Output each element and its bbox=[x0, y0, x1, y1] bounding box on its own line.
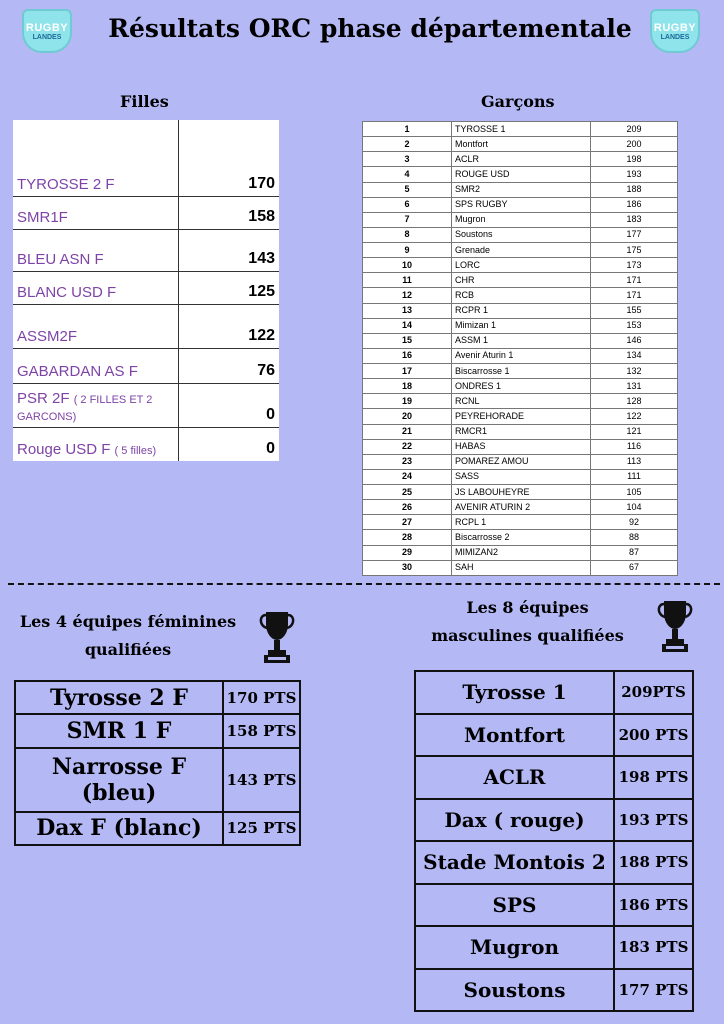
girls-score: 158 bbox=[178, 196, 279, 229]
qualified-team-points: 198 PTS bbox=[614, 756, 693, 799]
boys-team: SAH bbox=[452, 560, 591, 575]
boys-points: 198 bbox=[591, 152, 678, 167]
boys-row bbox=[363, 182, 678, 197]
boys-team: ASSM 1 bbox=[452, 333, 591, 348]
girls-row bbox=[13, 348, 279, 383]
qualified-team-points: 177 PTS bbox=[614, 969, 693, 1012]
boys-row bbox=[363, 227, 678, 242]
boys-row bbox=[363, 137, 678, 152]
boys-points: 121 bbox=[591, 424, 678, 439]
girls-score: 76 bbox=[178, 348, 279, 383]
boys-rank: 11 bbox=[363, 273, 452, 288]
qualified-row bbox=[15, 714, 300, 747]
girls-score: 122 bbox=[178, 304, 279, 348]
qualified-row bbox=[15, 681, 300, 714]
girls-score: 125 bbox=[178, 271, 279, 304]
qualified-team-name: SPS bbox=[415, 884, 614, 927]
boys-row bbox=[363, 348, 678, 363]
qualified-row bbox=[15, 748, 300, 812]
boys-team: Avenir Aturin 1 bbox=[452, 348, 591, 363]
girls-team-cell bbox=[13, 383, 178, 427]
boys-points: 183 bbox=[591, 212, 678, 227]
boys-team: POMAREZ AMOU bbox=[452, 454, 591, 469]
qualified-team-points: 188 PTS bbox=[614, 841, 693, 884]
boys-rank: 13 bbox=[363, 303, 452, 318]
boys-team: ACLR bbox=[452, 152, 591, 167]
girls-row bbox=[13, 271, 279, 304]
boys-row bbox=[363, 318, 678, 333]
boys-row bbox=[363, 122, 678, 137]
qualified-team-name: Soustons bbox=[415, 969, 614, 1012]
boys-team: Biscarrosse 1 bbox=[452, 364, 591, 379]
girls-row bbox=[13, 229, 279, 271]
boys-points: 171 bbox=[591, 288, 678, 303]
boys-team: HABAS bbox=[452, 439, 591, 454]
qualified-row bbox=[15, 812, 300, 845]
qualified-team-name: Dax F (blanc) bbox=[15, 812, 223, 845]
qualified-row bbox=[415, 756, 693, 799]
boys-points: 188 bbox=[591, 182, 678, 197]
boys-row bbox=[363, 167, 678, 182]
boys-rank: 17 bbox=[363, 364, 452, 379]
qualified-team-points: 209PTS bbox=[614, 671, 693, 714]
boys-team: ROUGE USD bbox=[452, 167, 591, 182]
trophy-icon bbox=[258, 606, 296, 670]
boys-row bbox=[363, 394, 678, 409]
boys-points: 175 bbox=[591, 243, 678, 258]
qualified-team-points: 186 PTS bbox=[614, 884, 693, 927]
boys-points: 132 bbox=[591, 364, 678, 379]
qualified-row bbox=[415, 926, 693, 969]
boys-points: 155 bbox=[591, 303, 678, 318]
girls-team-name: BLEU ASN F bbox=[17, 250, 104, 268]
qualified-team-points: 200 PTS bbox=[614, 714, 693, 757]
qualified-team-name: Montfort bbox=[415, 714, 614, 757]
qualified-team-name: Mugron bbox=[415, 926, 614, 969]
boys-rank: 18 bbox=[363, 379, 452, 394]
qualified-boys-table bbox=[414, 670, 694, 1012]
qualified-team-points: 158 PTS bbox=[223, 714, 300, 747]
boys-rank: 14 bbox=[363, 318, 452, 333]
boys-heading: Garçons bbox=[481, 92, 555, 111]
boys-points: 131 bbox=[591, 379, 678, 394]
boys-rank: 22 bbox=[363, 439, 452, 454]
boys-team: Montfort bbox=[452, 137, 591, 152]
boys-team: LORC bbox=[452, 258, 591, 273]
qualified-row bbox=[415, 841, 693, 884]
boys-row bbox=[363, 212, 678, 227]
qualified-girls-heading bbox=[12, 608, 244, 664]
girls-team-name: GABARDAN AS F bbox=[17, 362, 138, 380]
girls-team-note: ( 2 FILLES ET 2 GARCONS) bbox=[17, 393, 153, 423]
boys-row bbox=[363, 333, 678, 348]
girls-team-name: SMR1F bbox=[17, 208, 68, 226]
girls-score: 170 bbox=[178, 120, 279, 196]
boys-row bbox=[363, 515, 678, 530]
boys-rank: 3 bbox=[363, 152, 452, 167]
boys-points: 171 bbox=[591, 273, 678, 288]
boys-row bbox=[363, 258, 678, 273]
boys-row bbox=[363, 364, 678, 379]
boys-team: TYROSSE 1 bbox=[452, 122, 591, 137]
boys-row bbox=[363, 424, 678, 439]
logo-text-bottom: LANDES bbox=[32, 33, 62, 41]
boys-points: 128 bbox=[591, 394, 678, 409]
qualified-team-name: ACLR bbox=[415, 756, 614, 799]
qualified-girls-table bbox=[14, 680, 301, 846]
girls-heading: Filles bbox=[120, 92, 169, 111]
girls-row bbox=[13, 196, 279, 229]
girls-team-cell bbox=[13, 304, 178, 348]
boys-rank: 15 bbox=[363, 333, 452, 348]
boys-points: 111 bbox=[591, 469, 678, 484]
boys-rank: 28 bbox=[363, 530, 452, 545]
boys-row bbox=[363, 454, 678, 469]
boys-row bbox=[363, 469, 678, 484]
boys-team: SASS bbox=[452, 469, 591, 484]
boys-team: AVENIR ATURIN 2 bbox=[452, 500, 591, 515]
qualified-row bbox=[415, 969, 693, 1012]
rugby-landes-logo-right bbox=[650, 9, 700, 53]
boys-rank: 25 bbox=[363, 485, 452, 500]
qualified-team-points: 170 PTS bbox=[223, 681, 300, 714]
qualified-team-name: SMR 1 F bbox=[15, 714, 223, 747]
boys-team: MIMIZAN2 bbox=[452, 545, 591, 560]
qualified-team-name: Tyrosse 2 F bbox=[15, 681, 223, 714]
boys-rank: 19 bbox=[363, 394, 452, 409]
rugby-landes-logo-left bbox=[22, 9, 72, 53]
boys-rank: 26 bbox=[363, 500, 452, 515]
boys-row bbox=[363, 560, 678, 575]
qualified-boys-heading bbox=[400, 594, 655, 650]
boys-points: 116 bbox=[591, 439, 678, 454]
qualified-team-points: 143 PTS bbox=[223, 748, 300, 812]
boys-team: RCPR 1 bbox=[452, 303, 591, 318]
boys-team: Grenade bbox=[452, 243, 591, 258]
girls-row bbox=[13, 383, 279, 427]
boys-rank: 10 bbox=[363, 258, 452, 273]
boys-points: 200 bbox=[591, 137, 678, 152]
boys-points: 186 bbox=[591, 197, 678, 212]
qualified-row bbox=[415, 884, 693, 927]
boys-rank: 21 bbox=[363, 424, 452, 439]
girls-team-name: BLANC USD F bbox=[17, 283, 117, 301]
boys-team: ONDRES 1 bbox=[452, 379, 591, 394]
boys-points: 104 bbox=[591, 500, 678, 515]
boys-team: PEYREHORADE bbox=[452, 409, 591, 424]
boys-team: Soustons bbox=[452, 227, 591, 242]
boys-team: Mugron bbox=[452, 212, 591, 227]
boys-rank: 12 bbox=[363, 288, 452, 303]
girls-team-cell bbox=[13, 229, 178, 271]
boys-row bbox=[363, 500, 678, 515]
boys-points: 193 bbox=[591, 167, 678, 182]
qualified-team-points: 183 PTS bbox=[614, 926, 693, 969]
boys-rank: 29 bbox=[363, 545, 452, 560]
boys-row bbox=[363, 273, 678, 288]
qualified-girls-heading-line2: qualifiées bbox=[84, 640, 172, 659]
boys-rank: 9 bbox=[363, 243, 452, 258]
boys-row bbox=[363, 545, 678, 560]
boys-rank: 7 bbox=[363, 212, 452, 227]
girls-team-name: ASSM2F bbox=[17, 327, 78, 345]
girls-score: 0 bbox=[178, 383, 279, 427]
girls-team-name: TYROSSE 2 F bbox=[17, 175, 115, 193]
girls-row bbox=[13, 120, 279, 196]
boys-team: RCPL 1 bbox=[452, 515, 591, 530]
boys-row bbox=[363, 288, 678, 303]
boys-rank: 30 bbox=[363, 560, 452, 575]
girls-score: 143 bbox=[178, 229, 279, 271]
boys-team: CHR bbox=[452, 273, 591, 288]
boys-team: SPS RUGBY bbox=[452, 197, 591, 212]
boys-rank: 1 bbox=[363, 122, 452, 137]
qualified-row bbox=[415, 671, 693, 714]
boys-points: 209 bbox=[591, 122, 678, 137]
trophy-icon bbox=[656, 595, 694, 659]
girls-team-note: ( 5 filles) bbox=[114, 445, 157, 457]
girls-team-cell bbox=[13, 196, 178, 229]
boys-points: 153 bbox=[591, 318, 678, 333]
qualified-boys-heading-line1: Les 8 équipes bbox=[466, 598, 589, 617]
boys-points: 134 bbox=[591, 348, 678, 363]
girls-team-name: Rouge USD F bbox=[17, 441, 111, 458]
boys-row bbox=[363, 409, 678, 424]
girls-row bbox=[13, 427, 279, 461]
qualified-girls-heading-line1: Les 4 équipes féminines bbox=[19, 612, 237, 631]
boys-rank: 5 bbox=[363, 182, 452, 197]
boys-row bbox=[363, 485, 678, 500]
qualified-team-points: 193 PTS bbox=[614, 799, 693, 842]
boys-team: SMR2 bbox=[452, 182, 591, 197]
boys-points: 173 bbox=[591, 258, 678, 273]
boys-points: 105 bbox=[591, 485, 678, 500]
boys-points: 146 bbox=[591, 333, 678, 348]
boys-rank: 27 bbox=[363, 515, 452, 530]
boys-team: JS LABOUHEYRE bbox=[452, 485, 591, 500]
girls-team-cell bbox=[13, 271, 178, 304]
boys-team: RCB bbox=[452, 288, 591, 303]
girls-team-cell bbox=[13, 427, 178, 461]
boys-rank: 23 bbox=[363, 454, 452, 469]
dashed-divider bbox=[8, 583, 720, 585]
boys-row bbox=[363, 379, 678, 394]
boys-team: Mimizan 1 bbox=[452, 318, 591, 333]
boys-points: 122 bbox=[591, 409, 678, 424]
girls-team-name: PSR 2F bbox=[17, 389, 70, 407]
qualified-team-name: Dax ( rouge) bbox=[415, 799, 614, 842]
boys-points: 88 bbox=[591, 530, 678, 545]
logo-text-bottom: LANDES bbox=[660, 33, 690, 41]
boys-rank: 24 bbox=[363, 469, 452, 484]
qualified-row bbox=[415, 714, 693, 757]
qualified-team-points: 125 PTS bbox=[223, 812, 300, 845]
page-title: Résultats ORC phase départementale bbox=[108, 14, 632, 43]
boys-points: 67 bbox=[591, 560, 678, 575]
girls-row bbox=[13, 304, 279, 348]
boys-rank: 8 bbox=[363, 227, 452, 242]
boys-row bbox=[363, 530, 678, 545]
boys-row bbox=[363, 439, 678, 454]
boys-row bbox=[363, 197, 678, 212]
boys-team: Biscarrosse 2 bbox=[452, 530, 591, 545]
boys-row bbox=[363, 243, 678, 258]
qualified-row bbox=[415, 799, 693, 842]
qualified-boys-heading-line2: masculines qualifiées bbox=[431, 626, 624, 645]
boys-points: 87 bbox=[591, 545, 678, 560]
girls-team-cell bbox=[13, 348, 178, 383]
qualified-team-name: Narrosse F (bleu) bbox=[15, 748, 223, 812]
boys-points: 177 bbox=[591, 227, 678, 242]
logo-text-top: RUGBY bbox=[25, 21, 69, 34]
boys-team: RMCR1 bbox=[452, 424, 591, 439]
boys-rank: 2 bbox=[363, 137, 452, 152]
boys-points: 113 bbox=[591, 454, 678, 469]
boys-rank: 4 bbox=[363, 167, 452, 182]
boys-rank: 6 bbox=[363, 197, 452, 212]
girls-score: 0 bbox=[266, 440, 275, 457]
boys-row bbox=[363, 152, 678, 167]
logo-text-top: RUGBY bbox=[653, 21, 697, 34]
girls-results-table bbox=[13, 120, 279, 461]
girls-team-cell bbox=[13, 120, 178, 196]
boys-team: RCNL bbox=[452, 394, 591, 409]
boys-rank: 16 bbox=[363, 348, 452, 363]
boys-row bbox=[363, 303, 678, 318]
boys-results-table bbox=[362, 121, 678, 576]
qualified-team-name: Stade Montois 2 bbox=[415, 841, 614, 884]
boys-points: 92 bbox=[591, 515, 678, 530]
qualified-team-name: Tyrosse 1 bbox=[415, 671, 614, 714]
boys-rank: 20 bbox=[363, 409, 452, 424]
